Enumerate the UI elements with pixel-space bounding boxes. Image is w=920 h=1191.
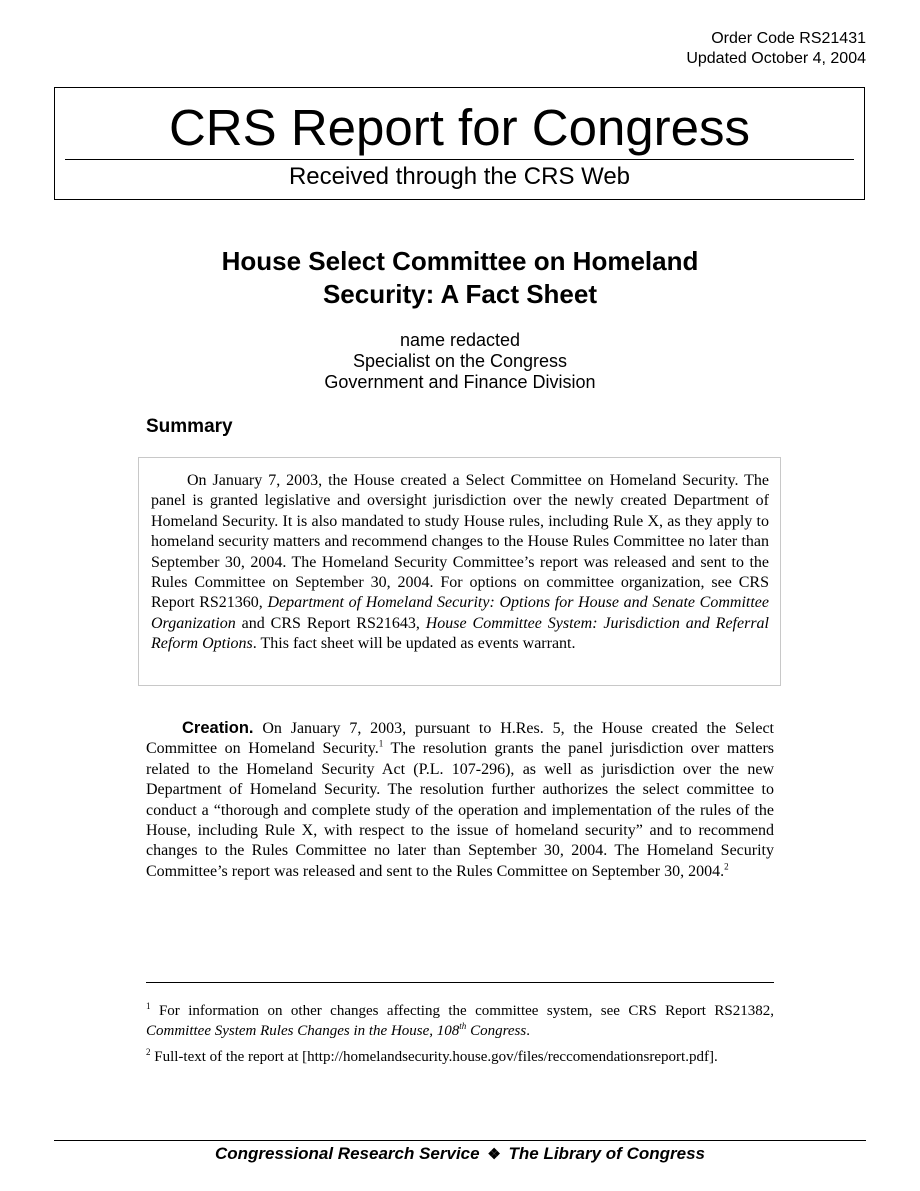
footnote-1-ordinal: th (459, 1020, 467, 1031)
report-title (146, 245, 774, 311)
summary-heading: Summary (146, 416, 233, 437)
footnote-1-text: For information on other changes affecting the committee system, see CRS Report RS21382, (150, 1003, 774, 1019)
author-division: Government and Finance Division (324, 372, 596, 392)
summary-ref-1-title: Department of Homeland Security: Options for House and Senate Committee Organization (151, 594, 769, 632)
summary-text-part-1: On January 7, 2003, the House created a Select Committee on Homeland Security. The panel is granted legislative and oversight jurisdiction over the newly created Department of Homeland Security. It is also mandated to study House rules, including Rule X, as they apply to homeland security matters and recommend changes to the House Rules Committee no later than September 30, 2004. The Homeland Security Committee’s report was released and sent to the Rules Committee on September 30, 2004. For options on committee organization, see CRS Report RS21360, (151, 472, 769, 612)
author-title: Specialist on the Congress (352, 351, 568, 371)
banner-title: CRS Report for Congress (168, 99, 751, 156)
author-block (146, 330, 774, 393)
creation-paragraph (146, 718, 774, 882)
creation-text-part-2: The resolution grants the panel jurisdiction over matters related to the Homeland Security Act (P.L. 107-296), as well as jurisdiction over the new Department of Homeland Security. The resolution further authorizes the select committee to conduct a “thorough and complete study of the operation and implementation of the rules of the House, including Rule X, with respect to the issue of homeland security” and to recommend changes to the Rules Committee no later than September 30, 2004. The Homeland Security Committee’s report was released and sent to the Rules Committee on September 30, 2004. (146, 740, 774, 880)
diamond-separator-icon: ❖ (487, 1146, 501, 1163)
footnote-1-end: . (526, 1022, 530, 1039)
creation-text-part-1: On January 7, 2003, pursuant to H.Res. 5, the House created the Select Committee on Homeland Security. (146, 720, 774, 758)
footnote-1-ref-title (146, 1020, 527, 1039)
summary-ref-2-title: House Committee System: Jurisdiction and Referral Reform Options (151, 614, 769, 653)
footer-loc: The Library of Congress (508, 1144, 705, 1163)
footnote-ref-1[interactable]: 1 (378, 739, 384, 750)
order-code: Order Code RS21431 (711, 30, 866, 47)
footnote-1 (146, 1002, 774, 1041)
footnote-1-mark: 1 (146, 1001, 151, 1011)
footnote-2-text[interactable]: Full-text of the report at [http://homelandsecurity.house.gov/files/reccomendationsreport.pdf]. (150, 1049, 718, 1065)
footnote-ref-2[interactable]: 2 (724, 861, 729, 872)
footnote-1-ref-title-end: Congress (466, 1022, 527, 1039)
creation-runin-heading: Creation. (182, 719, 254, 737)
updated-date: Updated October 4, 2004 (686, 50, 866, 67)
summary-text-part-2: and CRS Report RS21643, (235, 614, 426, 632)
report-title-line-2: Security: A Fact Sheet (322, 279, 598, 309)
summary-text-part-3: . This fact sheet will be updated as events warrant. (252, 635, 576, 653)
footnote-2-mark: 2 (146, 1047, 151, 1057)
page-footer (54, 1143, 866, 1166)
order-code-block (686, 29, 866, 69)
author-name: name redacted (399, 330, 521, 350)
footnote-divider (146, 982, 774, 983)
footnote-1-ref-title-main: Committee System Rules Changes in the House, 108 (146, 1022, 460, 1039)
footnote-2 (146, 1048, 774, 1068)
footer-crs: Congressional Research Service (215, 1144, 480, 1163)
report-banner (54, 87, 865, 200)
banner-subtitle: Received through the CRS Web (288, 163, 631, 190)
banner-divider (65, 159, 854, 160)
footer-divider (54, 1140, 866, 1141)
report-title-line-1: House Select Committee on Homeland (221, 246, 699, 276)
summary-text (151, 471, 769, 655)
